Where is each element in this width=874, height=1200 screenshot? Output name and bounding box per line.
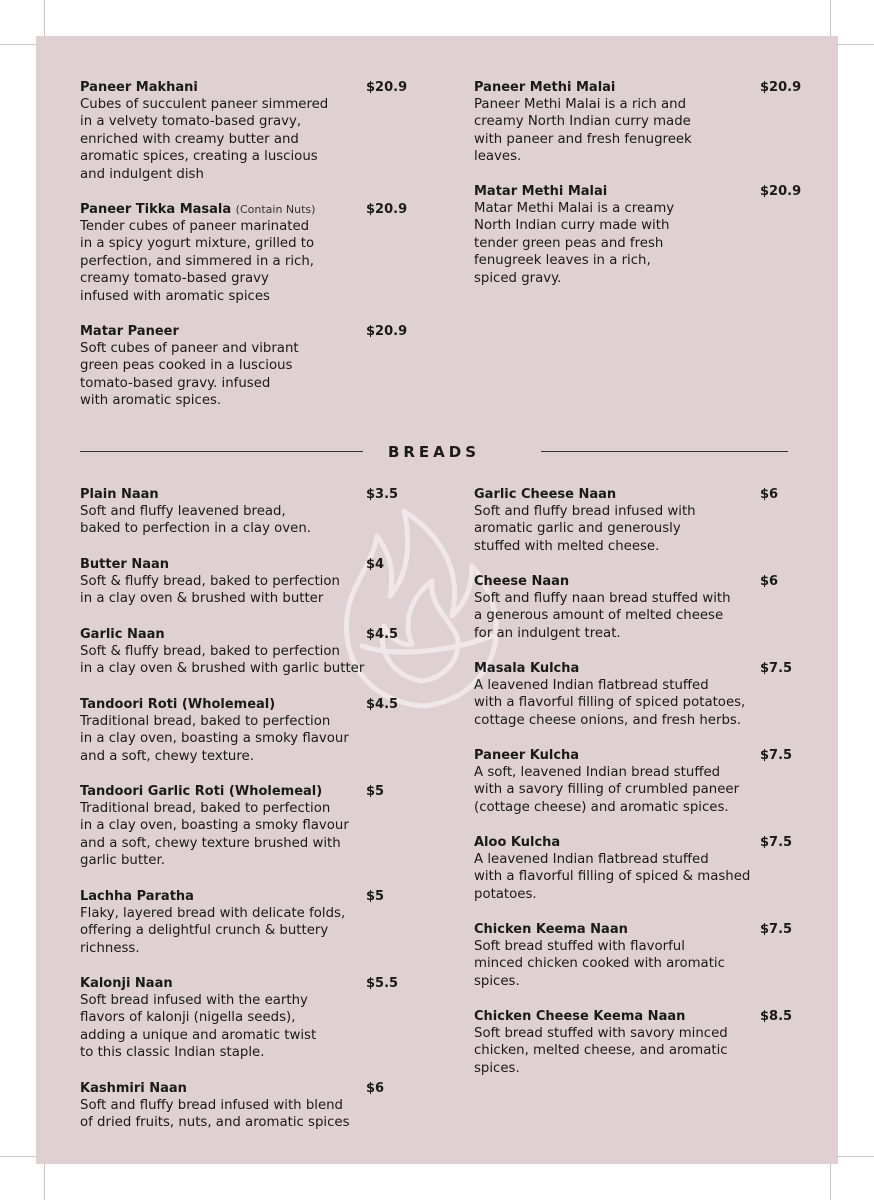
item-name: Masala Kulcha <box>474 661 580 676</box>
menu-item <box>474 183 802 287</box>
menu-item <box>80 696 410 783</box>
item-name: Kalonji Naan <box>80 976 173 991</box>
menu-item <box>80 626 410 696</box>
menu-item <box>474 1008 804 1077</box>
item-name: Garlic Cheese Naan <box>474 487 617 502</box>
item-description: Flaky, layered bread with delicate folds, offering a delightful crunch & buttery richness. <box>80 906 346 956</box>
item-name: Chicken Cheese Keema Naan <box>474 1009 686 1024</box>
item-description: Cubes of succulent paneer simmered in a velvety tomato-based gravy, enriched with creamy butter and aromatic spices, creating a luscious and indulgent dish <box>80 97 329 182</box>
curries-right-column <box>474 79 802 287</box>
item-price: $20.9 <box>760 184 802 199</box>
item-name: Matar Paneer <box>80 324 179 339</box>
item-price: $7.5 <box>760 835 793 850</box>
menu-item <box>474 921 804 1008</box>
item-description: Soft and fluffy naan bread stuffed with a generous amount of melted cheese for an indulgent treat. <box>474 591 731 641</box>
item-price: $6 <box>760 574 779 589</box>
item-price: $5.5 <box>366 976 399 991</box>
breads-right-column <box>474 486 804 1077</box>
item-description: Soft and fluffy leavened bread, baked to perfection in a clay oven. <box>80 504 312 537</box>
item-name: Tandoori Garlic Roti (Wholemeal) <box>80 784 323 799</box>
item-name: Kashmiri Naan <box>80 1081 187 1096</box>
item-price: $20.9 <box>760 80 802 95</box>
menu-item <box>474 486 804 573</box>
item-description: A soft, leavened Indian bread stuffed with a savory filling of crumbled paneer (cottage cheese) and aromatic spices. <box>474 765 740 815</box>
crop-mark <box>0 44 36 45</box>
item-description: Soft bread stuffed with flavorful minced chicken cooked with aromatic spices. <box>474 939 725 989</box>
item-name: Paneer Makhani <box>80 80 198 95</box>
item-description: Soft & fluffy bread, baked to perfection in a clay oven & brushed with garlic butter <box>80 644 365 677</box>
divider <box>541 451 788 452</box>
item-name: Plain Naan <box>80 487 159 502</box>
item-name: Matar Methi Malai <box>474 184 608 199</box>
item-price: $3.5 <box>366 487 399 502</box>
item-price: $6 <box>366 1081 385 1096</box>
item-price: $7.5 <box>760 922 793 937</box>
item-description: Tender cubes of paneer marinated in a spicy yogurt mixture, grilled to perfection, and simmered in a rich, creamy tomato-based gravy infused with aromatic spices <box>80 219 315 304</box>
item-name: Paneer Tikka Masala (Contain Nuts) <box>80 202 316 217</box>
item-note: (Contain Nuts) <box>235 203 316 216</box>
crop-mark <box>44 1164 45 1200</box>
item-price: $20.9 <box>366 324 408 339</box>
item-price: $6 <box>760 487 779 502</box>
item-description: A leavened Indian flatbread stuffed with a flavorful filling of spiced & mashed potatoes. <box>474 852 751 902</box>
item-description: Soft cubes of paneer and vibrant green peas cooked in a luscious tomato-based gravy. infused with aromatic spices. <box>80 341 299 409</box>
crop-mark <box>0 1156 36 1157</box>
item-description: Traditional bread, baked to perfection in a clay oven, boasting a smoky flavour and a soft, chewy texture brushed with garlic butter. <box>80 801 349 869</box>
crop-mark <box>838 44 874 45</box>
item-price: $4.5 <box>366 697 399 712</box>
breads-left-column <box>80 486 410 1132</box>
item-price: $5 <box>366 889 385 904</box>
item-description: Soft bread infused with the earthy flavors of kalonji (nigella seeds), adding a unique and aromatic twist to this classic Indian staple. <box>80 993 317 1061</box>
menu-item <box>474 747 804 834</box>
menu-item <box>80 783 410 888</box>
menu-item <box>474 834 804 921</box>
crop-mark <box>830 1164 831 1200</box>
section-title: BREADS <box>387 443 481 461</box>
menu-item <box>80 1080 410 1132</box>
item-description: Paneer Methi Malai is a rich and creamy North Indian curry made with paneer and fresh fenugreek leaves. <box>474 97 692 165</box>
crop-mark <box>44 0 45 36</box>
item-price: $5 <box>366 784 385 799</box>
item-description: Soft bread stuffed with savory minced chicken, melted cheese, and aromatic spices. <box>474 1026 728 1076</box>
menu-item <box>80 975 410 1080</box>
item-name: Paneer Methi Malai <box>474 80 616 95</box>
item-description: Soft and fluffy bread infused with aromatic garlic and generously stuffed with melted cheese. <box>474 504 696 554</box>
item-price: $8.5 <box>760 1009 793 1024</box>
crop-mark <box>838 1156 874 1157</box>
item-name: Lachha Paratha <box>80 889 194 904</box>
menu-page <box>36 36 838 1164</box>
item-description: A leavened Indian flatbread stuffed with a flavorful filling of spiced potatoes, cottage cheese onions, and fresh herbs. <box>474 678 746 728</box>
item-price: $20.9 <box>366 80 408 95</box>
crop-mark <box>830 0 831 36</box>
item-price: $7.5 <box>760 748 793 763</box>
item-name: Paneer Kulcha <box>474 748 580 763</box>
menu-item <box>80 201 408 323</box>
menu-item <box>80 486 410 556</box>
item-description: Soft & fluffy bread, baked to perfection in a clay oven & brushed with butter <box>80 574 340 607</box>
item-description: Matar Methi Malai is a creamy North Indian curry made with tender green peas and fresh fenugreek leaves in a rich, spiced gravy. <box>474 201 675 286</box>
curries-left-column <box>80 79 408 410</box>
item-price: $4.5 <box>366 627 399 642</box>
menu-item <box>80 888 410 975</box>
menu-item <box>80 556 410 626</box>
item-description: Traditional bread, baked to perfection in a clay oven, boasting a smoky flavour and a soft, chewy texture. <box>80 714 349 764</box>
menu-item <box>80 79 408 201</box>
item-name: Garlic Naan <box>80 627 165 642</box>
menu-item <box>80 323 408 410</box>
item-name: Tandoori Roti (Wholemeal) <box>80 697 276 712</box>
item-name: Cheese Naan <box>474 574 570 589</box>
item-price: $7.5 <box>760 661 793 676</box>
item-name: Butter Naan <box>80 557 170 572</box>
item-price: $20.9 <box>366 202 408 217</box>
item-name: Aloo Kulcha <box>474 835 561 850</box>
breads-section-header <box>80 440 788 464</box>
item-description: Soft and fluffy bread infused with blend of dried fruits, nuts, and aromatic spices <box>80 1098 350 1131</box>
menu-item <box>474 660 804 747</box>
menu-item <box>474 573 804 660</box>
menu-item <box>474 79 802 183</box>
item-name: Chicken Keema Naan <box>474 922 628 937</box>
item-price: $4 <box>366 557 385 572</box>
